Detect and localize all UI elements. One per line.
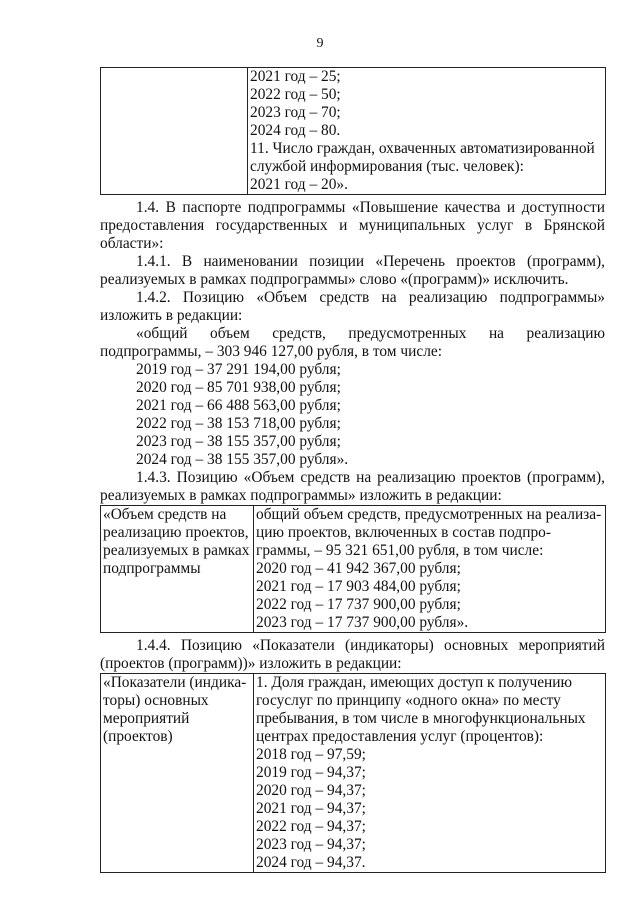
table-line: общий объем средств, предусмотренных на реализа-	[256, 506, 602, 523]
table-line: 2020 год – 41 942 367,00 рубля;	[256, 560, 461, 577]
table-line: торы) основных	[103, 692, 209, 709]
paragraph-1-4: 1.4. В паспорте подпрограммы «Повышение качества и доступности предоставления государственных и муниципальных услуг в Брянской области»:	[100, 199, 605, 252]
year-line: 2021 год – 66 488 563,00 рубля;	[136, 397, 341, 414]
table-line: 2023 год – 17 737 900,00 рубля».	[256, 614, 469, 631]
table-cell-values	[254, 674, 606, 873]
paragraph-1-4-4: 1.4.4. Позицию «Показатели (индикаторы) основных мероприятий (проектов (программ))» изложить в редакции:	[100, 637, 605, 672]
table-line: 2018 год – 97,59;	[256, 746, 366, 763]
table-line: цию проектов, включенных в состав подпро-	[256, 524, 551, 541]
page-number: 9	[316, 36, 324, 51]
table-row	[101, 674, 606, 873]
table-row	[101, 506, 606, 633]
table-line: «Показатели (индика-	[103, 674, 247, 691]
year-line: 2023 год – 38 155 357,00 рубля;	[136, 433, 341, 450]
table-row	[101, 68, 606, 195]
table-line: 2024 год – 80.	[250, 122, 341, 139]
table-line: 1. Доля граждан, имеющих доступ к получению	[256, 674, 573, 691]
table-cell-label	[101, 674, 254, 873]
table-cell-empty	[101, 68, 248, 195]
indicators-table	[100, 673, 606, 873]
table-line: (проектов)	[103, 728, 173, 745]
table-line: пребывания, в том числе в многофункциональных	[256, 710, 586, 727]
table-line: центрах предоставления услуг (процентов):	[256, 728, 544, 745]
table-cell-values	[248, 68, 606, 195]
table-line: 2020 год – 94,37;	[256, 782, 366, 799]
table-line: 2023 год – 70;	[250, 104, 341, 121]
table-line: граммы, – 95 321 651,00 рубля, в том числе:	[256, 542, 544, 559]
table-line: госуслуг по принципу «одного окна» по месту	[256, 692, 561, 709]
table-line: реализацию проектов,	[103, 524, 249, 541]
paragraph-total-volume: «общий объем средств, предусмотренных на реализацию подпрограммы, – 303 946 127,00 рубля, в том числе:	[100, 325, 605, 360]
table-line: реализуемых в рамках	[103, 542, 250, 559]
year-line: 2024 год – 38 155 357,00 рубля».	[136, 451, 349, 468]
table-line: 2021 год – 25;	[250, 68, 341, 85]
table-line: 2022 год – 17 737 900,00 рубля;	[256, 596, 461, 613]
year-line: 2019 год – 37 291 194,00 рубля;	[136, 361, 341, 378]
table-line: мероприятий	[103, 710, 190, 727]
table-line: подпрограммы	[103, 560, 201, 577]
table-line: 2024 год – 94,37.	[256, 854, 366, 871]
paragraph-1-4-3: 1.4.3. Позицию «Объем средств на реализацию проектов (программ), реализуемых в рамках подпрограммы» изложить в редакции:	[100, 469, 605, 504]
table-cell-values	[254, 506, 606, 633]
table-cell-label	[101, 506, 254, 633]
year-line: 2022 год – 38 153 718,00 рубля;	[136, 415, 341, 432]
table-line: 2021 год – 20».	[250, 176, 348, 193]
table-line: 2023 год – 94,37;	[256, 836, 366, 853]
project-funding-table	[100, 505, 606, 633]
table-line: 11. Число граждан, охваченных автоматизированной службой информирования (тыс. человек):	[250, 140, 595, 175]
paragraph-1-4-2: 1.4.2. Позицию «Объем средств на реализацию подпрограммы» изложить в редакции:	[100, 289, 605, 324]
table-line: 2021 год – 94,37;	[256, 800, 366, 817]
table-line: 2022 год – 50;	[250, 86, 341, 103]
paragraph-1-4-1: 1.4.1. В наименовании позиции «Перечень проектов (программ), реализуемых в рамках подпрограммы» слово «(программ)» исключить.	[100, 253, 605, 288]
table-line: «Объем средств на	[103, 506, 227, 523]
table-line: 2019 год – 94,37;	[256, 764, 366, 781]
table-line: 2022 год – 94,37;	[256, 818, 366, 835]
year-line: 2020 год – 85 701 938,00 рубля;	[136, 379, 341, 396]
document-body	[100, 67, 605, 873]
indicators-table-continued	[100, 67, 606, 195]
table-line: 2021 год – 17 903 484,00 рубля;	[256, 578, 461, 595]
